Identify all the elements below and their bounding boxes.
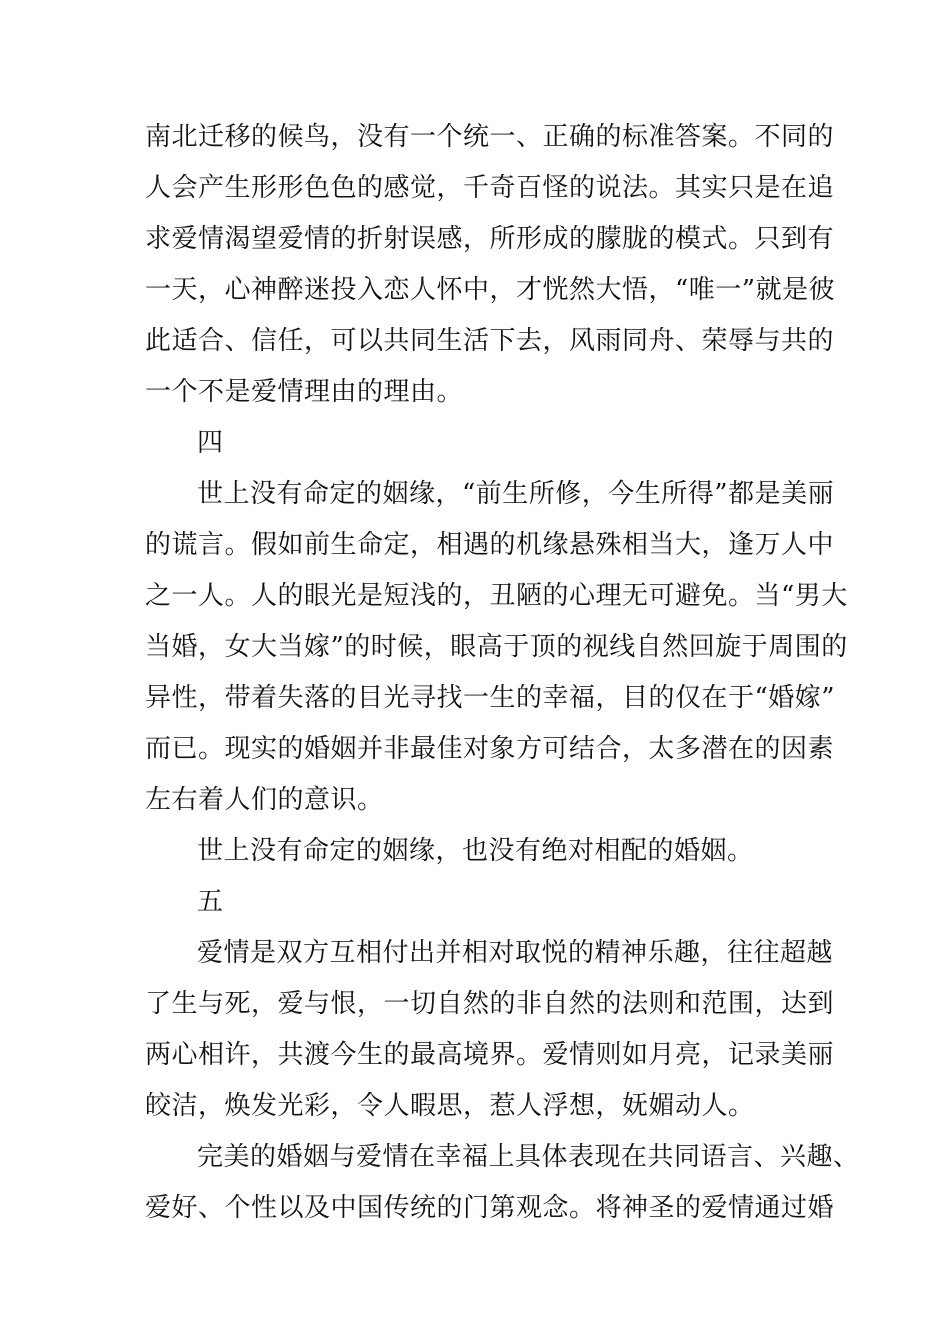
text-line: 求爱情渴望爱情的折射误感，所形成的朦胧的模式。只到有 bbox=[145, 224, 835, 254]
text-line: 之一人。人的眼光是短浅的，丑陋的心理无可避免。当“男大 bbox=[145, 581, 848, 611]
text-line: 世上没有命定的姻缘，也没有绝对相配的婚姻。 bbox=[197, 836, 754, 866]
text-line: 人会产生形形色色的感觉，千奇百怪的说法。其实只是在追 bbox=[145, 173, 835, 203]
text-line: 当婚，女大当嫁”的时候，眼高于顶的视线自然回旋于周围的 bbox=[145, 632, 848, 662]
text-line: 一个不是爱情理由的理由。 bbox=[145, 377, 464, 407]
text-line: 一天，心神醉迷投入恋人怀中，才恍然大悟，“唯一”就是彼 bbox=[145, 275, 836, 305]
text-line: 爱好、个性以及中国传统的门第观念。将神圣的爱情通过婚 bbox=[145, 1193, 835, 1223]
section-heading: 五 bbox=[197, 887, 224, 917]
text-line: 皎洁，焕发光彩，令人暇思，惹人浮想，妩媚动人。 bbox=[145, 1091, 755, 1121]
text-line: 完美的婚姻与爱情在幸福上具体表现在共同语言、兴趣、 bbox=[197, 1142, 860, 1172]
text-line: 左右着人们的意识。 bbox=[145, 785, 384, 815]
text-line: 南北迁移的候鸟，没有一个统一、正确的标准答案。不同的 bbox=[145, 122, 835, 152]
text-line: 的谎言。假如前生命定，相遇的机缘悬殊相当大，逢万人中 bbox=[145, 530, 835, 560]
text-line: 而已。现实的婚姻并非最佳对象方可结合，太多潜在的因素 bbox=[145, 734, 835, 764]
text-line: 爱情是双方互相付出并相对取悦的精神乐趣，往往超越 bbox=[197, 938, 834, 968]
text-line: 世上没有命定的姻缘，“前生所修，今生所得”都是美丽 bbox=[197, 479, 835, 509]
section-heading: 四 bbox=[197, 428, 224, 458]
document-body bbox=[145, 112, 860, 1234]
text-line: 异性，带着失落的目光寻找一生的幸福，目的仅在于“婚嫁” bbox=[145, 683, 836, 713]
text-line: 此适合、信任，可以共同生活下去，风雨同舟、荣辱与共的 bbox=[145, 326, 835, 356]
text-line: 两心相许，共渡今生的最高境界。爱情则如月亮，记录美丽 bbox=[145, 1040, 835, 1070]
text-line: 了生与死，爱与恨，一切自然的非自然的法则和范围，达到 bbox=[145, 989, 835, 1019]
